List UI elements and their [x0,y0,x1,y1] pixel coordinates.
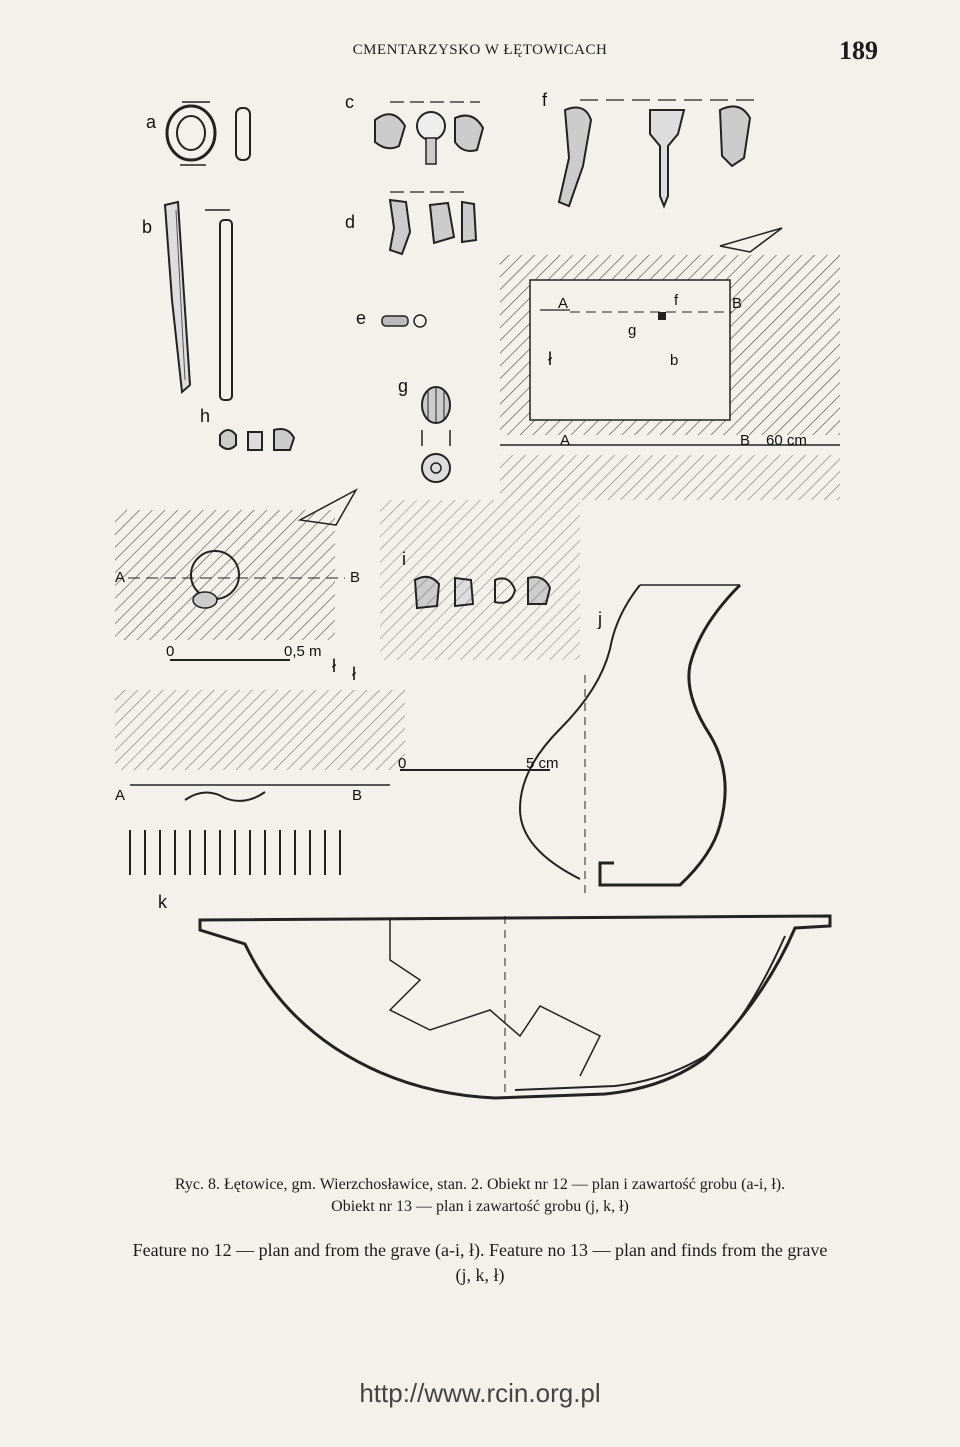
plan-label-B3: B [350,569,361,586]
artifact-e [356,308,426,328]
label-d: d [345,212,356,232]
label-h: h [200,406,211,426]
label-l1: ł [548,349,552,369]
artifact-d-fragments [345,192,476,254]
label-l2: ł [332,656,336,676]
scale-2-zero: 0 [398,755,407,772]
plan-label-g: g [628,322,637,339]
plan-label-A3: A [115,569,126,586]
section-label-B4: B [352,787,363,804]
caption-pl-line1: Ryc. 8. Łętowice, gm. Wierzchosławice, stan. 2. Obiekt nr 12 — plan i zawartość grobu (a-i, ł). [174,1176,786,1193]
running-header [0,38,960,68]
label-f: f [542,90,548,110]
plan-feature-12-left [115,510,405,875]
section-label-B2: B [740,432,751,449]
artifact-c-fibula [345,92,483,164]
artifact-j-vessel [352,500,740,895]
label-k: k [158,892,167,912]
figure-caption-polish [80,1174,880,1218]
scale-60cm: 60 cm [766,432,807,449]
label-c: c [345,92,354,112]
plan-label-f: f [674,292,679,309]
artifact-h [200,406,356,525]
source-url: http://www.rcin.org.pl [359,1378,601,1408]
caption-en-line1: Feature no 12 — plan and from the grave (a-i, ł). Feature no 13 — plan and finds from the grave [132,1240,828,1260]
plan-feature-12-top [500,255,840,500]
figure-drawing [60,80,900,1160]
plan-label-b: b [670,352,679,369]
scale-2-end: 5 cm [526,755,559,772]
label-a: a [146,112,157,132]
section-label-A2: A [560,432,571,449]
caption-en-line2: (j, k, ł) [455,1265,505,1285]
artifact-f-fibulae [542,90,782,252]
label-j: j [598,609,602,629]
caption-pl-line2: Obiekt nr 13 — plan i zawartość grobu (j, k, ł) [331,1198,629,1215]
artifact-k-bowl [158,892,830,1098]
label-b: b [142,217,153,237]
scale-1-zero: 0 [166,643,175,660]
plan-label-A1: A [558,295,569,312]
label-l3: ł [352,664,356,684]
figure-caption-english [80,1238,880,1288]
page-number: 189 [839,36,878,65]
section-label-A4: A [115,787,126,804]
figure-plate [60,80,900,1160]
artifact-g-bead [398,376,450,482]
plan-label-B1: B [732,295,743,312]
running-title: CMENTARZYSKO W ŁĘTOWICACH [352,42,608,58]
label-g: g [398,376,409,396]
artifact-a-ring [146,102,250,165]
label-e: e [356,308,367,328]
scale-1-end: 0,5 m [284,643,322,660]
artifact-b-knife [142,202,232,400]
